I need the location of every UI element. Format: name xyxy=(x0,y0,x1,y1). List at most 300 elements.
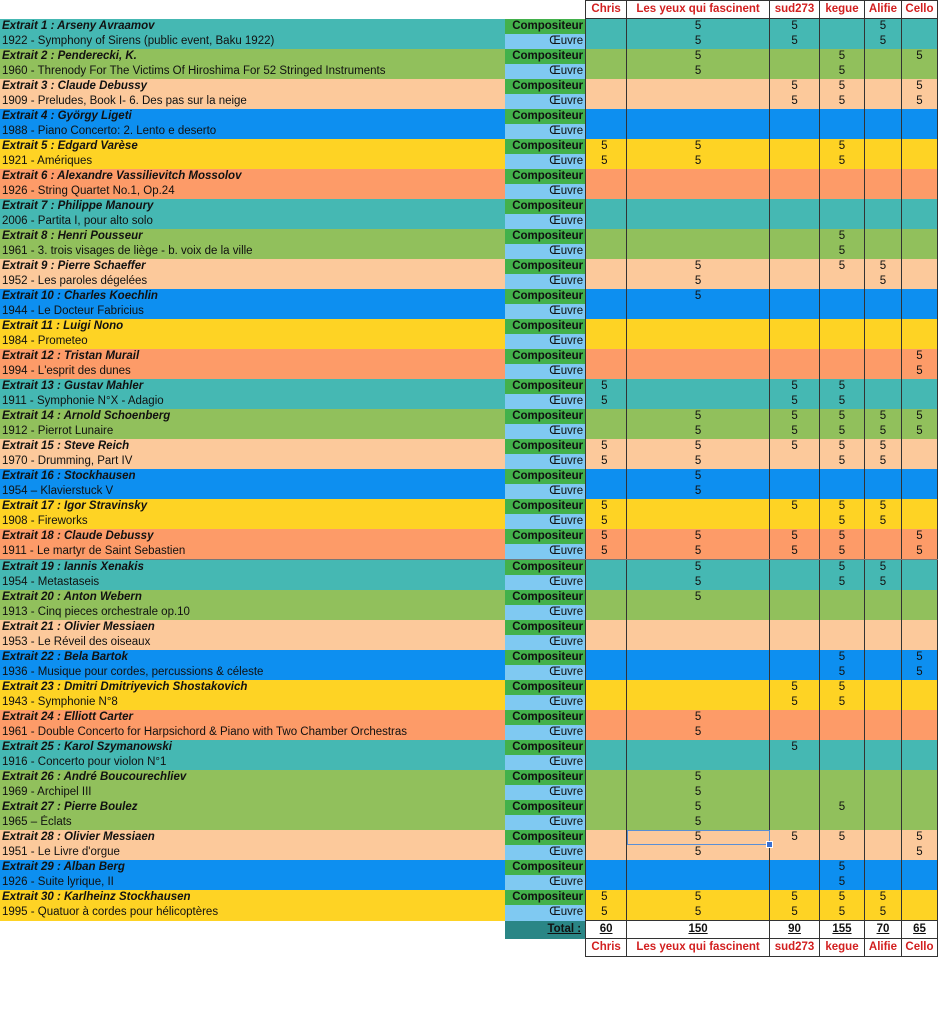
score-cell[interactable] xyxy=(627,514,770,529)
score-cell[interactable] xyxy=(901,259,937,274)
score-cell[interactable] xyxy=(627,229,770,244)
fill-handle[interactable] xyxy=(766,841,773,848)
score-cell[interactable] xyxy=(770,289,820,304)
empty-cell[interactable] xyxy=(0,921,505,939)
composer-label-cell[interactable]: Compositeur xyxy=(505,79,586,94)
composer-label-cell[interactable]: Compositeur xyxy=(505,319,586,334)
score-cell[interactable] xyxy=(901,755,937,770)
score-cell[interactable]: 5 xyxy=(586,499,627,514)
composer-label-cell[interactable]: Compositeur xyxy=(505,469,586,484)
score-cell[interactable] xyxy=(586,274,627,289)
work-label-cell[interactable]: Œuvre xyxy=(505,815,586,830)
score-cell[interactable] xyxy=(901,514,937,529)
extract-work-cell[interactable]: 1951 - Le Livre d'orgue xyxy=(0,845,505,860)
score-cell[interactable]: 5 xyxy=(627,575,770,590)
score-cell[interactable] xyxy=(586,830,627,845)
score-cell[interactable]: 5 xyxy=(820,379,865,394)
score-cell[interactable] xyxy=(770,304,820,319)
score-cell[interactable] xyxy=(627,499,770,514)
score-cell[interactable] xyxy=(901,229,937,244)
score-cell[interactable]: 5 xyxy=(901,94,937,109)
score-cell[interactable]: 5 xyxy=(586,379,627,394)
score-cell[interactable] xyxy=(901,304,937,319)
score-cell[interactable]: 5 xyxy=(770,740,820,755)
extract-work-cell[interactable]: 1909 - Preludes, Book I- 6. Des pas sur la neige xyxy=(0,94,505,109)
composer-label-cell[interactable]: Compositeur xyxy=(505,740,586,755)
score-cell[interactable]: 5 xyxy=(820,454,865,469)
empty-cell[interactable] xyxy=(0,939,505,957)
score-cell[interactable] xyxy=(586,349,627,364)
score-cell[interactable] xyxy=(864,875,901,890)
extract-work-cell[interactable]: 1912 - Pierrot Lunaire xyxy=(0,424,505,439)
score-cell[interactable]: 5 xyxy=(627,259,770,274)
score-cell[interactable] xyxy=(864,755,901,770)
score-cell[interactable]: 5 xyxy=(627,815,770,830)
judge-header-cell[interactable]: Chris xyxy=(586,939,627,957)
score-cell[interactable]: 5 xyxy=(627,469,770,484)
score-cell[interactable] xyxy=(864,740,901,755)
score-cell[interactable] xyxy=(586,755,627,770)
score-cell[interactable] xyxy=(770,139,820,154)
score-cell[interactable]: 5 xyxy=(627,800,770,815)
score-cell[interactable]: 5 xyxy=(820,64,865,79)
score-cell[interactable] xyxy=(864,94,901,109)
score-cell[interactable] xyxy=(770,845,820,860)
work-label-cell[interactable]: Œuvre xyxy=(505,514,586,529)
score-cell[interactable]: 5 xyxy=(820,154,865,169)
score-cell[interactable] xyxy=(770,755,820,770)
score-cell[interactable] xyxy=(770,109,820,124)
extract-work-cell[interactable]: 1944 - Le Docteur Fabricius xyxy=(0,304,505,319)
empty-cell[interactable] xyxy=(505,939,586,957)
score-cell[interactable] xyxy=(586,34,627,49)
work-label-cell[interactable]: Œuvre xyxy=(505,454,586,469)
composer-label-cell[interactable]: Compositeur xyxy=(505,19,586,35)
extract-work-cell[interactable]: 1995 - Quatuor à cordes pour hélicoptères xyxy=(0,905,505,921)
score-cell[interactable] xyxy=(627,79,770,94)
composer-label-cell[interactable]: Compositeur xyxy=(505,199,586,214)
score-cell[interactable] xyxy=(864,544,901,560)
score-cell[interactable] xyxy=(820,274,865,289)
score-cell[interactable]: 5 xyxy=(820,394,865,409)
score-cell[interactable] xyxy=(864,830,901,845)
score-cell[interactable]: 5 xyxy=(864,409,901,424)
score-cell[interactable] xyxy=(864,79,901,94)
extract-composer-cell[interactable]: Extrait 13 : Gustav Mahler xyxy=(0,379,505,394)
score-cell[interactable] xyxy=(820,334,865,349)
work-label-cell[interactable]: Œuvre xyxy=(505,905,586,921)
score-cell[interactable] xyxy=(901,64,937,79)
extract-composer-cell[interactable]: Extrait 5 : Edgard Varèse xyxy=(0,139,505,154)
score-cell[interactable] xyxy=(586,875,627,890)
score-cell[interactable]: 5 xyxy=(627,785,770,800)
score-cell[interactable] xyxy=(770,815,820,830)
score-cell[interactable] xyxy=(901,905,937,921)
score-cell[interactable] xyxy=(820,169,865,184)
extract-composer-cell[interactable]: Extrait 8 : Henri Pousseur xyxy=(0,229,505,244)
score-cell[interactable]: 5 xyxy=(586,454,627,469)
score-cell[interactable] xyxy=(820,725,865,740)
composer-label-cell[interactable]: Compositeur xyxy=(505,620,586,635)
score-cell[interactable] xyxy=(901,620,937,635)
score-cell[interactable] xyxy=(586,109,627,124)
extract-composer-cell[interactable]: Extrait 27 : Pierre Boulez xyxy=(0,800,505,815)
score-cell[interactable] xyxy=(901,319,937,334)
score-cell[interactable] xyxy=(901,274,937,289)
score-cell[interactable] xyxy=(770,620,820,635)
score-cell[interactable]: 5 xyxy=(864,439,901,454)
composer-label-cell[interactable]: Compositeur xyxy=(505,349,586,364)
extract-work-cell[interactable]: 1926 - String Quartet No.1, Op.24 xyxy=(0,184,505,199)
score-cell[interactable] xyxy=(864,109,901,124)
score-cell[interactable] xyxy=(627,124,770,139)
score-cell[interactable]: 5 xyxy=(586,529,627,544)
score-cell[interactable] xyxy=(901,575,937,590)
score-cell[interactable] xyxy=(901,124,937,139)
score-cell[interactable] xyxy=(820,199,865,214)
score-cell[interactable] xyxy=(864,64,901,79)
work-label-cell[interactable]: Œuvre xyxy=(505,154,586,169)
score-cell[interactable]: 5 xyxy=(820,139,865,154)
score-cell[interactable] xyxy=(586,214,627,229)
extract-work-cell[interactable]: 1960 - Threnody For The Victims Of Hiroshima For 52 Stringed Instruments xyxy=(0,64,505,79)
score-cell[interactable]: 5 xyxy=(627,64,770,79)
score-cell[interactable]: 5 xyxy=(864,905,901,921)
judge-header-cell[interactable]: Cello xyxy=(901,939,937,957)
score-cell[interactable] xyxy=(864,154,901,169)
score-cell[interactable] xyxy=(586,620,627,635)
score-cell[interactable] xyxy=(770,199,820,214)
score-cell[interactable]: 5 xyxy=(864,274,901,289)
score-cell[interactable]: 5 xyxy=(586,890,627,905)
score-cell[interactable] xyxy=(901,560,937,576)
score-cell[interactable]: 5 xyxy=(627,725,770,740)
score-cell[interactable] xyxy=(864,695,901,710)
score-cell[interactable]: 5 xyxy=(864,890,901,905)
score-cell[interactable]: 5 xyxy=(770,695,820,710)
composer-label-cell[interactable]: Compositeur xyxy=(505,650,586,665)
score-cell[interactable]: 5 xyxy=(864,575,901,590)
extract-work-cell[interactable]: 1953 - Le Réveil des oiseaux xyxy=(0,635,505,650)
score-cell[interactable] xyxy=(586,725,627,740)
score-cell[interactable] xyxy=(586,590,627,605)
score-cell[interactable]: 5 xyxy=(820,875,865,890)
extract-work-cell[interactable]: 1952 - Les paroles dégelées xyxy=(0,274,505,289)
score-cell[interactable] xyxy=(627,244,770,259)
extract-work-cell[interactable]: 1921 - Amériques xyxy=(0,154,505,169)
score-cell[interactable] xyxy=(864,394,901,409)
score-cell[interactable]: 5 xyxy=(820,259,865,274)
score-cell[interactable] xyxy=(586,49,627,64)
extract-work-cell[interactable]: 1954 – Klavierstuck V xyxy=(0,484,505,499)
score-cell[interactable] xyxy=(820,364,865,379)
extract-work-cell[interactable]: 1911 - Symphonie N°X - Adagio xyxy=(0,394,505,409)
score-cell[interactable] xyxy=(864,484,901,499)
score-cell[interactable] xyxy=(770,575,820,590)
score-cell[interactable] xyxy=(820,124,865,139)
score-cell[interactable] xyxy=(864,304,901,319)
score-cell[interactable] xyxy=(901,244,937,259)
score-cell[interactable]: 5 xyxy=(770,379,820,394)
extract-composer-cell[interactable]: Extrait 6 : Alexandre Vassilievitch Mossolov xyxy=(0,169,505,184)
score-cell[interactable] xyxy=(901,710,937,725)
score-cell[interactable]: 5 xyxy=(586,439,627,454)
score-cell[interactable] xyxy=(770,319,820,334)
score-cell[interactable] xyxy=(770,605,820,620)
total-cell[interactable]: 60 xyxy=(586,921,627,939)
score-cell[interactable]: 5 xyxy=(820,94,865,109)
score-cell[interactable] xyxy=(820,770,865,785)
score-cell[interactable]: 5 xyxy=(820,695,865,710)
score-cell[interactable] xyxy=(864,620,901,635)
score-cell[interactable]: 5 xyxy=(627,890,770,905)
score-cell[interactable] xyxy=(770,469,820,484)
composer-label-cell[interactable]: Compositeur xyxy=(505,379,586,394)
score-cell[interactable]: 5 xyxy=(820,665,865,680)
score-cell[interactable] xyxy=(770,875,820,890)
extract-work-cell[interactable]: 1911 - Le martyr de Saint Sebastien xyxy=(0,544,505,560)
score-cell[interactable] xyxy=(627,665,770,680)
score-cell[interactable] xyxy=(864,469,901,484)
score-cell[interactable] xyxy=(901,289,937,304)
extract-composer-cell[interactable]: Extrait 1 : Arseny Avraamov xyxy=(0,19,505,35)
score-cell[interactable]: 5 xyxy=(820,424,865,439)
score-cell[interactable]: 5 xyxy=(820,575,865,590)
score-cell[interactable]: 5 xyxy=(770,905,820,921)
score-cell[interactable] xyxy=(586,635,627,650)
empty-cell[interactable] xyxy=(505,1,586,19)
score-cell[interactable]: 5 xyxy=(627,484,770,499)
score-cell[interactable] xyxy=(864,169,901,184)
score-cell[interactable] xyxy=(901,770,937,785)
score-cell[interactable] xyxy=(864,244,901,259)
score-cell[interactable] xyxy=(864,590,901,605)
score-cell[interactable] xyxy=(820,289,865,304)
work-label-cell[interactable]: Œuvre xyxy=(505,184,586,199)
score-cell[interactable]: 5 xyxy=(901,665,937,680)
score-cell[interactable] xyxy=(770,214,820,229)
score-cell[interactable]: 5 xyxy=(864,454,901,469)
score-cell[interactable]: 5 xyxy=(770,34,820,49)
score-cell[interactable]: 5 xyxy=(820,499,865,514)
score-cell[interactable]: 5 xyxy=(627,710,770,725)
extract-work-cell[interactable]: 2006 - Partita I, pour alto solo xyxy=(0,214,505,229)
score-cell[interactable] xyxy=(627,304,770,319)
score-cell[interactable] xyxy=(864,199,901,214)
score-cell[interactable] xyxy=(770,169,820,184)
composer-label-cell[interactable]: Compositeur xyxy=(505,770,586,785)
score-cell[interactable] xyxy=(770,725,820,740)
score-cell[interactable] xyxy=(820,740,865,755)
empty-cell[interactable] xyxy=(0,1,505,19)
score-cell[interactable] xyxy=(770,785,820,800)
score-cell[interactable]: 5 xyxy=(586,905,627,921)
score-cell[interactable] xyxy=(864,860,901,875)
score-cell[interactable]: 5 xyxy=(901,364,937,379)
work-label-cell[interactable]: Œuvre xyxy=(505,665,586,680)
score-cell[interactable]: 5 xyxy=(820,529,865,544)
work-label-cell[interactable]: Œuvre xyxy=(505,34,586,49)
score-cell[interactable] xyxy=(586,334,627,349)
score-cell[interactable] xyxy=(901,635,937,650)
score-cell[interactable] xyxy=(627,379,770,394)
score-cell[interactable] xyxy=(901,605,937,620)
score-cell[interactable]: 5 xyxy=(627,424,770,439)
judge-header-cell[interactable]: kegue xyxy=(820,939,865,957)
work-label-cell[interactable]: Œuvre xyxy=(505,785,586,800)
score-cell[interactable] xyxy=(901,154,937,169)
score-cell[interactable] xyxy=(586,94,627,109)
extract-work-cell[interactable]: 1969 - Archipel III xyxy=(0,785,505,800)
score-cell[interactable] xyxy=(627,349,770,364)
score-cell[interactable] xyxy=(770,484,820,499)
score-cell[interactable] xyxy=(770,64,820,79)
score-cell[interactable]: 5 xyxy=(627,34,770,49)
extract-composer-cell[interactable]: Extrait 19 : Iannis Xenakis xyxy=(0,560,505,576)
score-cell[interactable] xyxy=(864,334,901,349)
score-cell[interactable]: 5 xyxy=(770,529,820,544)
score-cell[interactable] xyxy=(770,334,820,349)
score-cell[interactable] xyxy=(901,184,937,199)
score-cell[interactable] xyxy=(820,605,865,620)
score-cell[interactable] xyxy=(864,229,901,244)
score-cell[interactable] xyxy=(770,454,820,469)
score-cell[interactable]: 5 xyxy=(627,139,770,154)
score-cell[interactable] xyxy=(586,680,627,695)
score-cell[interactable] xyxy=(586,64,627,79)
extract-composer-cell[interactable]: Extrait 3 : Claude Debussy xyxy=(0,79,505,94)
extract-composer-cell[interactable]: Extrait 9 : Pierre Schaeffer xyxy=(0,259,505,274)
extract-composer-cell[interactable]: Extrait 2 : Penderecki, K. xyxy=(0,49,505,64)
score-cell[interactable] xyxy=(627,650,770,665)
score-cell[interactable]: 5 xyxy=(627,905,770,921)
score-cell[interactable] xyxy=(901,394,937,409)
composer-label-cell[interactable]: Compositeur xyxy=(505,499,586,514)
score-cell[interactable] xyxy=(901,680,937,695)
score-cell[interactable] xyxy=(901,199,937,214)
score-cell[interactable]: 5 xyxy=(901,845,937,860)
score-cell[interactable] xyxy=(864,124,901,139)
score-cell[interactable] xyxy=(901,815,937,830)
score-cell[interactable] xyxy=(586,845,627,860)
judge-header-cell[interactable]: Cello xyxy=(901,1,937,19)
composer-label-cell[interactable]: Compositeur xyxy=(505,800,586,815)
score-cell[interactable] xyxy=(901,34,937,49)
score-cell[interactable]: 5 xyxy=(901,409,937,424)
score-cell[interactable] xyxy=(770,710,820,725)
score-cell[interactable] xyxy=(770,560,820,576)
score-cell[interactable] xyxy=(864,845,901,860)
composer-label-cell[interactable]: Compositeur xyxy=(505,439,586,454)
score-cell[interactable] xyxy=(627,740,770,755)
total-cell[interactable]: 70 xyxy=(864,921,901,939)
score-cell[interactable]: 5 xyxy=(627,289,770,304)
work-label-cell[interactable]: Œuvre xyxy=(505,575,586,590)
extract-composer-cell[interactable]: Extrait 11 : Luigi Nono xyxy=(0,319,505,334)
score-cell[interactable] xyxy=(627,620,770,635)
composer-label-cell[interactable]: Compositeur xyxy=(505,860,586,875)
score-cell[interactable]: 5 xyxy=(820,244,865,259)
score-cell[interactable]: 5 xyxy=(820,680,865,695)
score-cell[interactable] xyxy=(901,169,937,184)
score-cell[interactable] xyxy=(864,364,901,379)
score-cell[interactable] xyxy=(586,800,627,815)
score-cell[interactable] xyxy=(901,139,937,154)
score-cell[interactable]: 5 xyxy=(864,259,901,274)
score-cell[interactable]: 5 xyxy=(627,845,770,860)
score-cell[interactable] xyxy=(864,650,901,665)
extract-composer-cell[interactable]: Extrait 16 : Stockhausen xyxy=(0,469,505,484)
score-cell[interactable] xyxy=(901,875,937,890)
composer-label-cell[interactable]: Compositeur xyxy=(505,560,586,576)
score-cell[interactable] xyxy=(901,725,937,740)
score-cell[interactable] xyxy=(864,139,901,154)
score-cell[interactable] xyxy=(901,454,937,469)
score-cell[interactable] xyxy=(586,710,627,725)
score-cell[interactable] xyxy=(820,214,865,229)
work-label-cell[interactable]: Œuvre xyxy=(505,94,586,109)
score-cell[interactable] xyxy=(627,169,770,184)
score-cell[interactable] xyxy=(820,19,865,35)
work-label-cell[interactable]: Œuvre xyxy=(505,124,586,139)
score-cell[interactable]: 5 xyxy=(820,800,865,815)
score-cell[interactable] xyxy=(901,379,937,394)
score-cell[interactable] xyxy=(627,334,770,349)
score-cell[interactable]: 5 xyxy=(864,424,901,439)
score-cell[interactable] xyxy=(901,860,937,875)
total-cell[interactable]: 150 xyxy=(627,921,770,939)
score-cell[interactable]: 5 xyxy=(627,439,770,454)
score-cell[interactable] xyxy=(586,19,627,35)
score-cell[interactable]: 5 xyxy=(627,770,770,785)
score-cell[interactable] xyxy=(901,214,937,229)
score-cell[interactable] xyxy=(820,109,865,124)
score-cell[interactable]: 5 xyxy=(770,409,820,424)
extract-work-cell[interactable]: 1988 - Piano Concerto: 2. Lento e deserto xyxy=(0,124,505,139)
score-cell[interactable] xyxy=(586,184,627,199)
composer-label-cell[interactable]: Compositeur xyxy=(505,289,586,304)
total-cell[interactable]: 90 xyxy=(770,921,820,939)
score-cell[interactable]: 5 xyxy=(586,514,627,529)
score-cell[interactable] xyxy=(627,184,770,199)
score-cell[interactable] xyxy=(586,304,627,319)
score-cell[interactable] xyxy=(627,94,770,109)
score-cell[interactable] xyxy=(770,635,820,650)
extract-work-cell[interactable]: 1961 - 3. trois visages de liège - b. voix de la ville xyxy=(0,244,505,259)
score-cell[interactable] xyxy=(820,484,865,499)
score-cell[interactable]: 5 xyxy=(627,590,770,605)
score-cell[interactable] xyxy=(770,665,820,680)
score-cell[interactable]: 5 xyxy=(901,650,937,665)
judge-header-cell[interactable]: Chris xyxy=(586,1,627,19)
extract-composer-cell[interactable]: Extrait 30 : Karlheinz Stockhausen xyxy=(0,890,505,905)
composer-label-cell[interactable]: Compositeur xyxy=(505,529,586,544)
extract-work-cell[interactable]: 1936 - Musique pour cordes, percussions & céleste xyxy=(0,665,505,680)
score-cell[interactable] xyxy=(627,755,770,770)
work-label-cell[interactable]: Œuvre xyxy=(505,334,586,349)
score-cell[interactable]: 5 xyxy=(770,830,820,845)
score-cell[interactable] xyxy=(820,184,865,199)
score-cell[interactable] xyxy=(627,635,770,650)
judge-header-cell[interactable]: sud273 xyxy=(770,1,820,19)
score-cell[interactable]: 5 xyxy=(901,544,937,560)
score-cell[interactable] xyxy=(586,785,627,800)
extract-composer-cell[interactable]: Extrait 14 : Arnold Schoenberg xyxy=(0,409,505,424)
composer-label-cell[interactable]: Compositeur xyxy=(505,139,586,154)
composer-label-cell[interactable]: Compositeur xyxy=(505,169,586,184)
score-cell[interactable]: 5 xyxy=(901,349,937,364)
score-cell[interactable]: 5 xyxy=(820,650,865,665)
